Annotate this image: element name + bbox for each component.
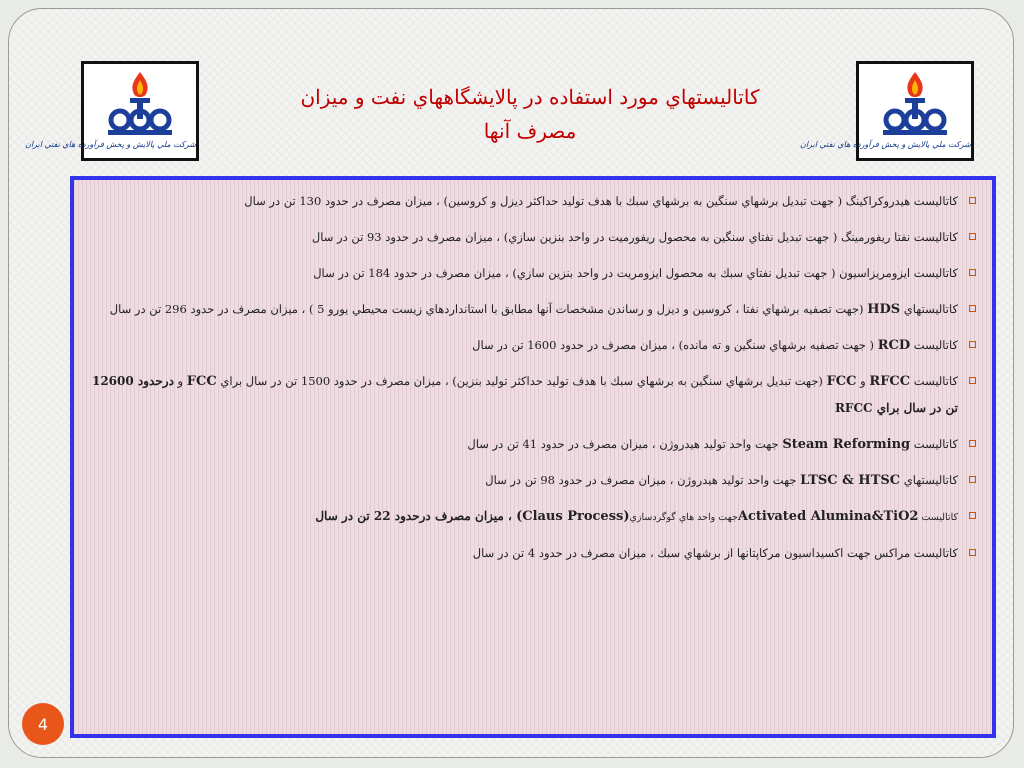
item-text: (جهت تصفيه برشهاي نفتا ، كروسين و ديزل و رساندن مشخصات آنها مطابق با استانداردهاي زيست محيطي يورو 5 ) ، ميزان مصرف در حدود 296 تن در سال	[109, 302, 868, 316]
item-text: كاتاليست	[910, 338, 958, 352]
logo-left	[24, 61, 199, 161]
list-item	[84, 431, 978, 458]
item-text: كاتاليستهاي	[900, 302, 958, 316]
item-text: كاتاليست ايزومريزاسيون ( جهت تبديل نفتاي سبك به محصول ايزومريت در واحد بنزين سازي) ، ميزان مصرف در حدود 184 تن در سال	[313, 266, 958, 280]
item-bold: Steam Reforming	[782, 437, 911, 452]
item-text: كاتاليست	[910, 437, 958, 451]
list-item	[84, 332, 978, 359]
content-box	[70, 176, 996, 738]
item-bold: ، ميزان مصرف درحدود 22 تن در سال	[315, 509, 517, 523]
square-bullet-icon	[969, 269, 976, 276]
item-text: (جهت تبديل برشهاي سنگين به برشهاي سبك با هدف توليد حداكثر توليد بنزين) ، ميزان مصرف در حدود 1500 تن در سال براي	[216, 374, 827, 388]
list-item	[84, 503, 978, 531]
item-bold: درحدود 12600 تن در سال براي RFCC	[91, 374, 958, 415]
list-item	[84, 540, 978, 567]
item-bold: (Claus Process)	[516, 509, 630, 524]
square-bullet-icon	[969, 377, 976, 384]
list-item	[84, 296, 978, 323]
square-bullet-icon	[969, 305, 976, 312]
list-item	[84, 188, 978, 215]
item-text: كاتاليست نفتا ريفورمينگ ( جهت تبديل نفتاي سنگين به محصول ريفورميت در واحد بنزين سازي) ، ميزان مصرف در حدود 93 تن در سال	[311, 230, 958, 244]
catalyst-list	[74, 180, 992, 567]
square-bullet-icon	[969, 512, 976, 519]
square-bullet-icon	[969, 440, 976, 447]
square-bullet-icon	[969, 197, 976, 204]
item-bold: HDS	[867, 302, 901, 317]
list-item	[84, 224, 978, 251]
item-bold: LTSC & HTSC	[800, 473, 901, 488]
square-bullet-icon	[969, 549, 976, 556]
logo-caption: شركت ملي پالايش و پخش فرآورده هاي نفتي ايران	[24, 140, 196, 149]
item-text: كاتاليست مراكس جهت اكسيداسيون مركاپتانها از برشهاي سبك ، ميزان مصرف در حدود 4 تن در سال	[472, 546, 958, 560]
item-text: جهت واحد توليد هيدروژن ، ميزان مصرف در حدود 98 تن در سال	[485, 473, 801, 487]
item-bold: FCC	[186, 374, 217, 389]
item-bold: RFCC	[869, 374, 911, 389]
item-bold: FCC	[826, 374, 857, 389]
square-bullet-icon	[969, 341, 976, 348]
item-text: جهت واحد توليد هيدروژن ، ميزان مصرف در حدود 41 تن در سال	[467, 437, 783, 451]
item-text: و	[173, 374, 187, 388]
list-item	[84, 467, 978, 494]
item-text: و	[856, 374, 870, 388]
item-text: كاتاليستهاي	[900, 473, 958, 487]
logo-right	[799, 61, 974, 161]
list-item	[84, 368, 978, 422]
square-bullet-icon	[969, 233, 976, 240]
page-number-badge: 4	[22, 703, 64, 745]
title-line-1: كاتاليستهاي مورد استفاده در پالايشگاههاي نفت و ميزان	[300, 85, 760, 109]
item-text: ( جهت تصفيه برشهاي سنگين و ته مانده) ، ميزان مصرف در حدود 1600 تن در سال	[472, 338, 878, 352]
item-text: جهت واحد هاي گوگردسازي	[629, 512, 738, 523]
nioc-logo-icon	[875, 68, 955, 140]
title-line-2: مصرف آنها	[483, 119, 577, 143]
item-text: كاتاليست	[918, 512, 958, 523]
item-bold: RCD	[877, 338, 911, 353]
nioc-logo-icon	[100, 68, 180, 140]
square-bullet-icon	[969, 476, 976, 483]
item-text: كاتاليست	[910, 374, 958, 388]
item-text: كاتاليست هيدروكراكينگ ( جهت تبديل برشهاي سنگين به برشهاي سبك با هدف توليد حداكثر ديزل و كروسين) ، ميزان مصرف در حدود 130 تن در سال	[244, 194, 958, 208]
item-bold: Activated Alumina&TiO2	[737, 509, 919, 524]
list-item	[84, 260, 978, 287]
logo-caption: شركت ملي پالايش و پخش فرآورده هاي نفتي ايران	[799, 140, 971, 149]
slide-title	[220, 80, 840, 148]
